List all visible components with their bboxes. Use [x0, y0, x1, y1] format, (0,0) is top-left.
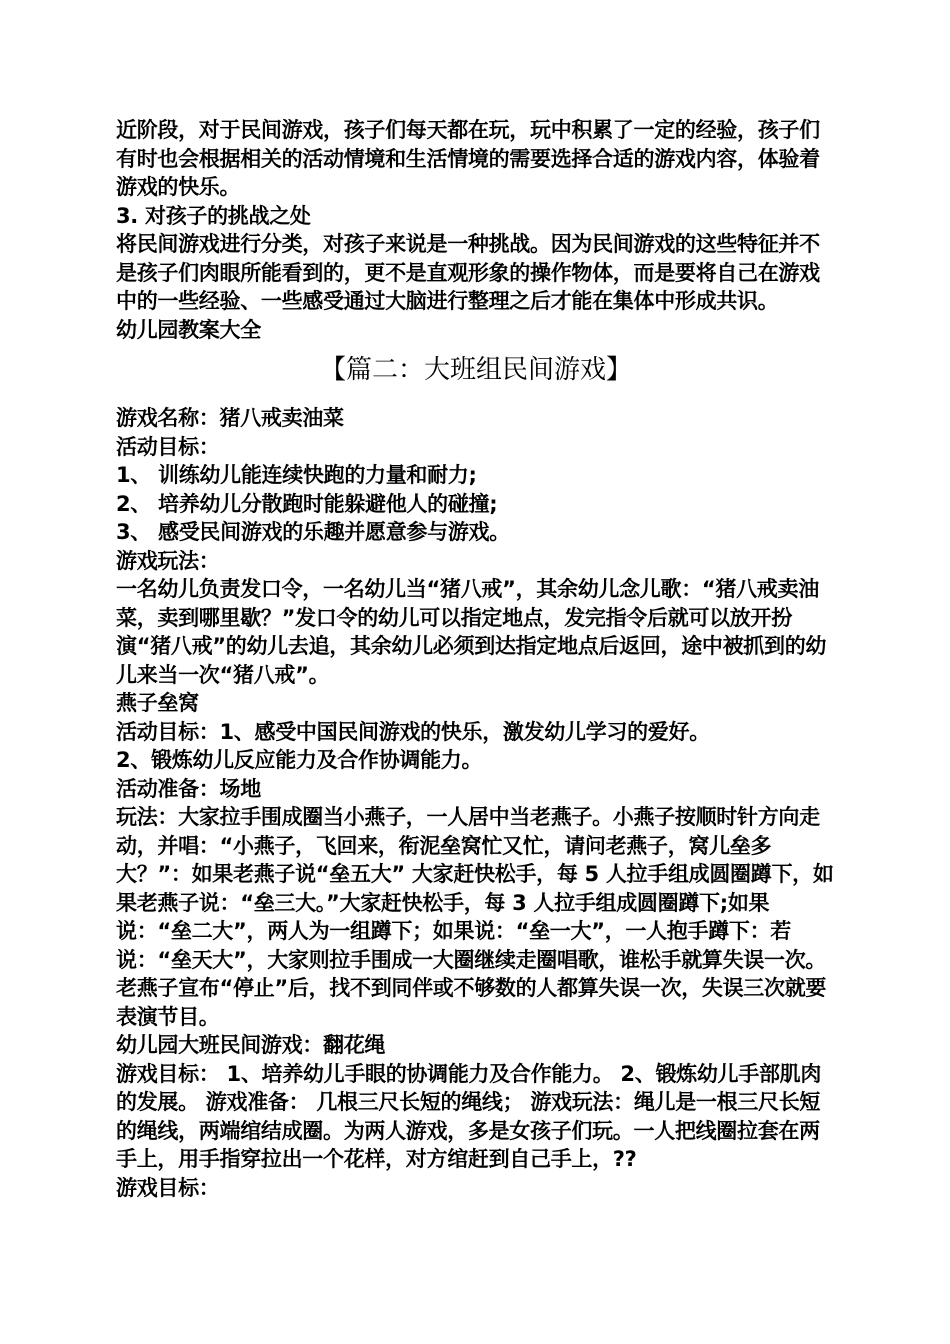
- game-title-swallow: 燕子垒窝: [116, 691, 199, 715]
- goal-item-3: 3、 感受民间游戏的乐趣并愿意参与游戏。: [116, 520, 510, 544]
- swallow-goal-2: 2、锻炼幼儿反应能力及合作协调能力。: [116, 748, 483, 772]
- paragraph-intro: 近阶段，对于民间游戏，孩子们每天都在玩，玩中积累了一定的经验，孩子们有时也会根据相关的活动情境和生活情境的需要选择合适的游戏内容，体验着游戏的快乐。: [116, 118, 820, 199]
- section-title-lesson-plans: 幼儿园教案大全: [116, 317, 261, 342]
- gameplay-label: 游戏玩法：: [116, 548, 220, 573]
- chapter-heading: 【篇二：大班组民间游戏】: [319, 355, 632, 385]
- gameplay-paragraph: 一名幼儿负责发口令，一名幼儿当“猪八戒”，其余幼儿念儿歌：“猪八戒卖油菜，卖到哪里歇？”发口令的幼儿可以指定地点，发完指令后就可以放开扮演“猪八戒”的幼儿去追，其余幼儿必须到达指定地点后返回，途中被抓到的幼儿来当一次“猪八戒”。: [116, 577, 827, 687]
- game-title-string-figures: 幼儿园大班民间游戏：翻花绳: [116, 1033, 386, 1057]
- game-goals-label: 游戏目标：: [116, 1175, 220, 1200]
- goal-item-1: 1、 训练幼儿能连续快跑的力量和耐力;: [116, 463, 477, 487]
- document-body: [116, 116, 836, 1202]
- swallow-goals: 活动目标：1、感受中国民间游戏的快乐，激发幼儿学习的爱好。: [116, 719, 710, 744]
- section-title-challenge: 3. 对孩子的挑战之处: [116, 203, 311, 228]
- activity-goals-label: 活动目标：: [116, 434, 220, 459]
- string-figures-paragraph: 游戏目标： 1、培养幼儿手眼的协调能力及合作能力。 2、锻炼幼儿手部肌肉的发展。 游戏准备： 几根三尺长短的绳线； 游戏玩法：绳儿是一根三尺长短的绳线，两端绾结成圈。为两人游戏，多是女孩子们玩。一人把线圈拉套在两手上，用手指穿拉出一个花样，对方绾赶到自己手上，??: [116, 1061, 822, 1171]
- goal-item-2: 2、 培养幼儿分散跑时能躲避他人的碰撞;: [116, 491, 498, 516]
- game-name: 游戏名称：猪八戒卖油菜: [116, 406, 344, 430]
- swallow-gameplay: 玩法：大家拉手围成圈当小燕子，一人居中当老燕子。小燕子按顺时针方向走动，并唱：“小燕子，飞回来，衔泥垒窝忙又忙，请问老燕子，窝儿垒多大？”：如果老燕子说“垒五大” 大家赶快松手，每 5 人拉手组成圆圈蹲下，如果老燕子说：“垒三大。”大家赶快松手，每 3 人拉手组成圆圈蹲下;如果说：“垒二大”，两人为一组蹲下；如果说：“垒一大”，一人抱手蹲下：若说：“垒天大”，大家则拉手围成一大圈继续走圈唱歌，谁松手就算失误一次。老燕子宣布“停止”后，找不到同伴或不够数的人都算失误一次，失误三次就要表演节目。: [116, 805, 834, 1029]
- paragraph-challenge: 将民间游戏进行分类，对孩子来说是一种挑战。因为民间游戏的这些特征并不是孩子们肉眼所能看到的，更不是直观形象的操作物体，而是要将自己在游戏中的一些经验、一些感受通过大脑进行整理之后才能在集体中形成共识。: [116, 232, 820, 313]
- swallow-preparation: 活动准备：场地: [116, 776, 261, 801]
